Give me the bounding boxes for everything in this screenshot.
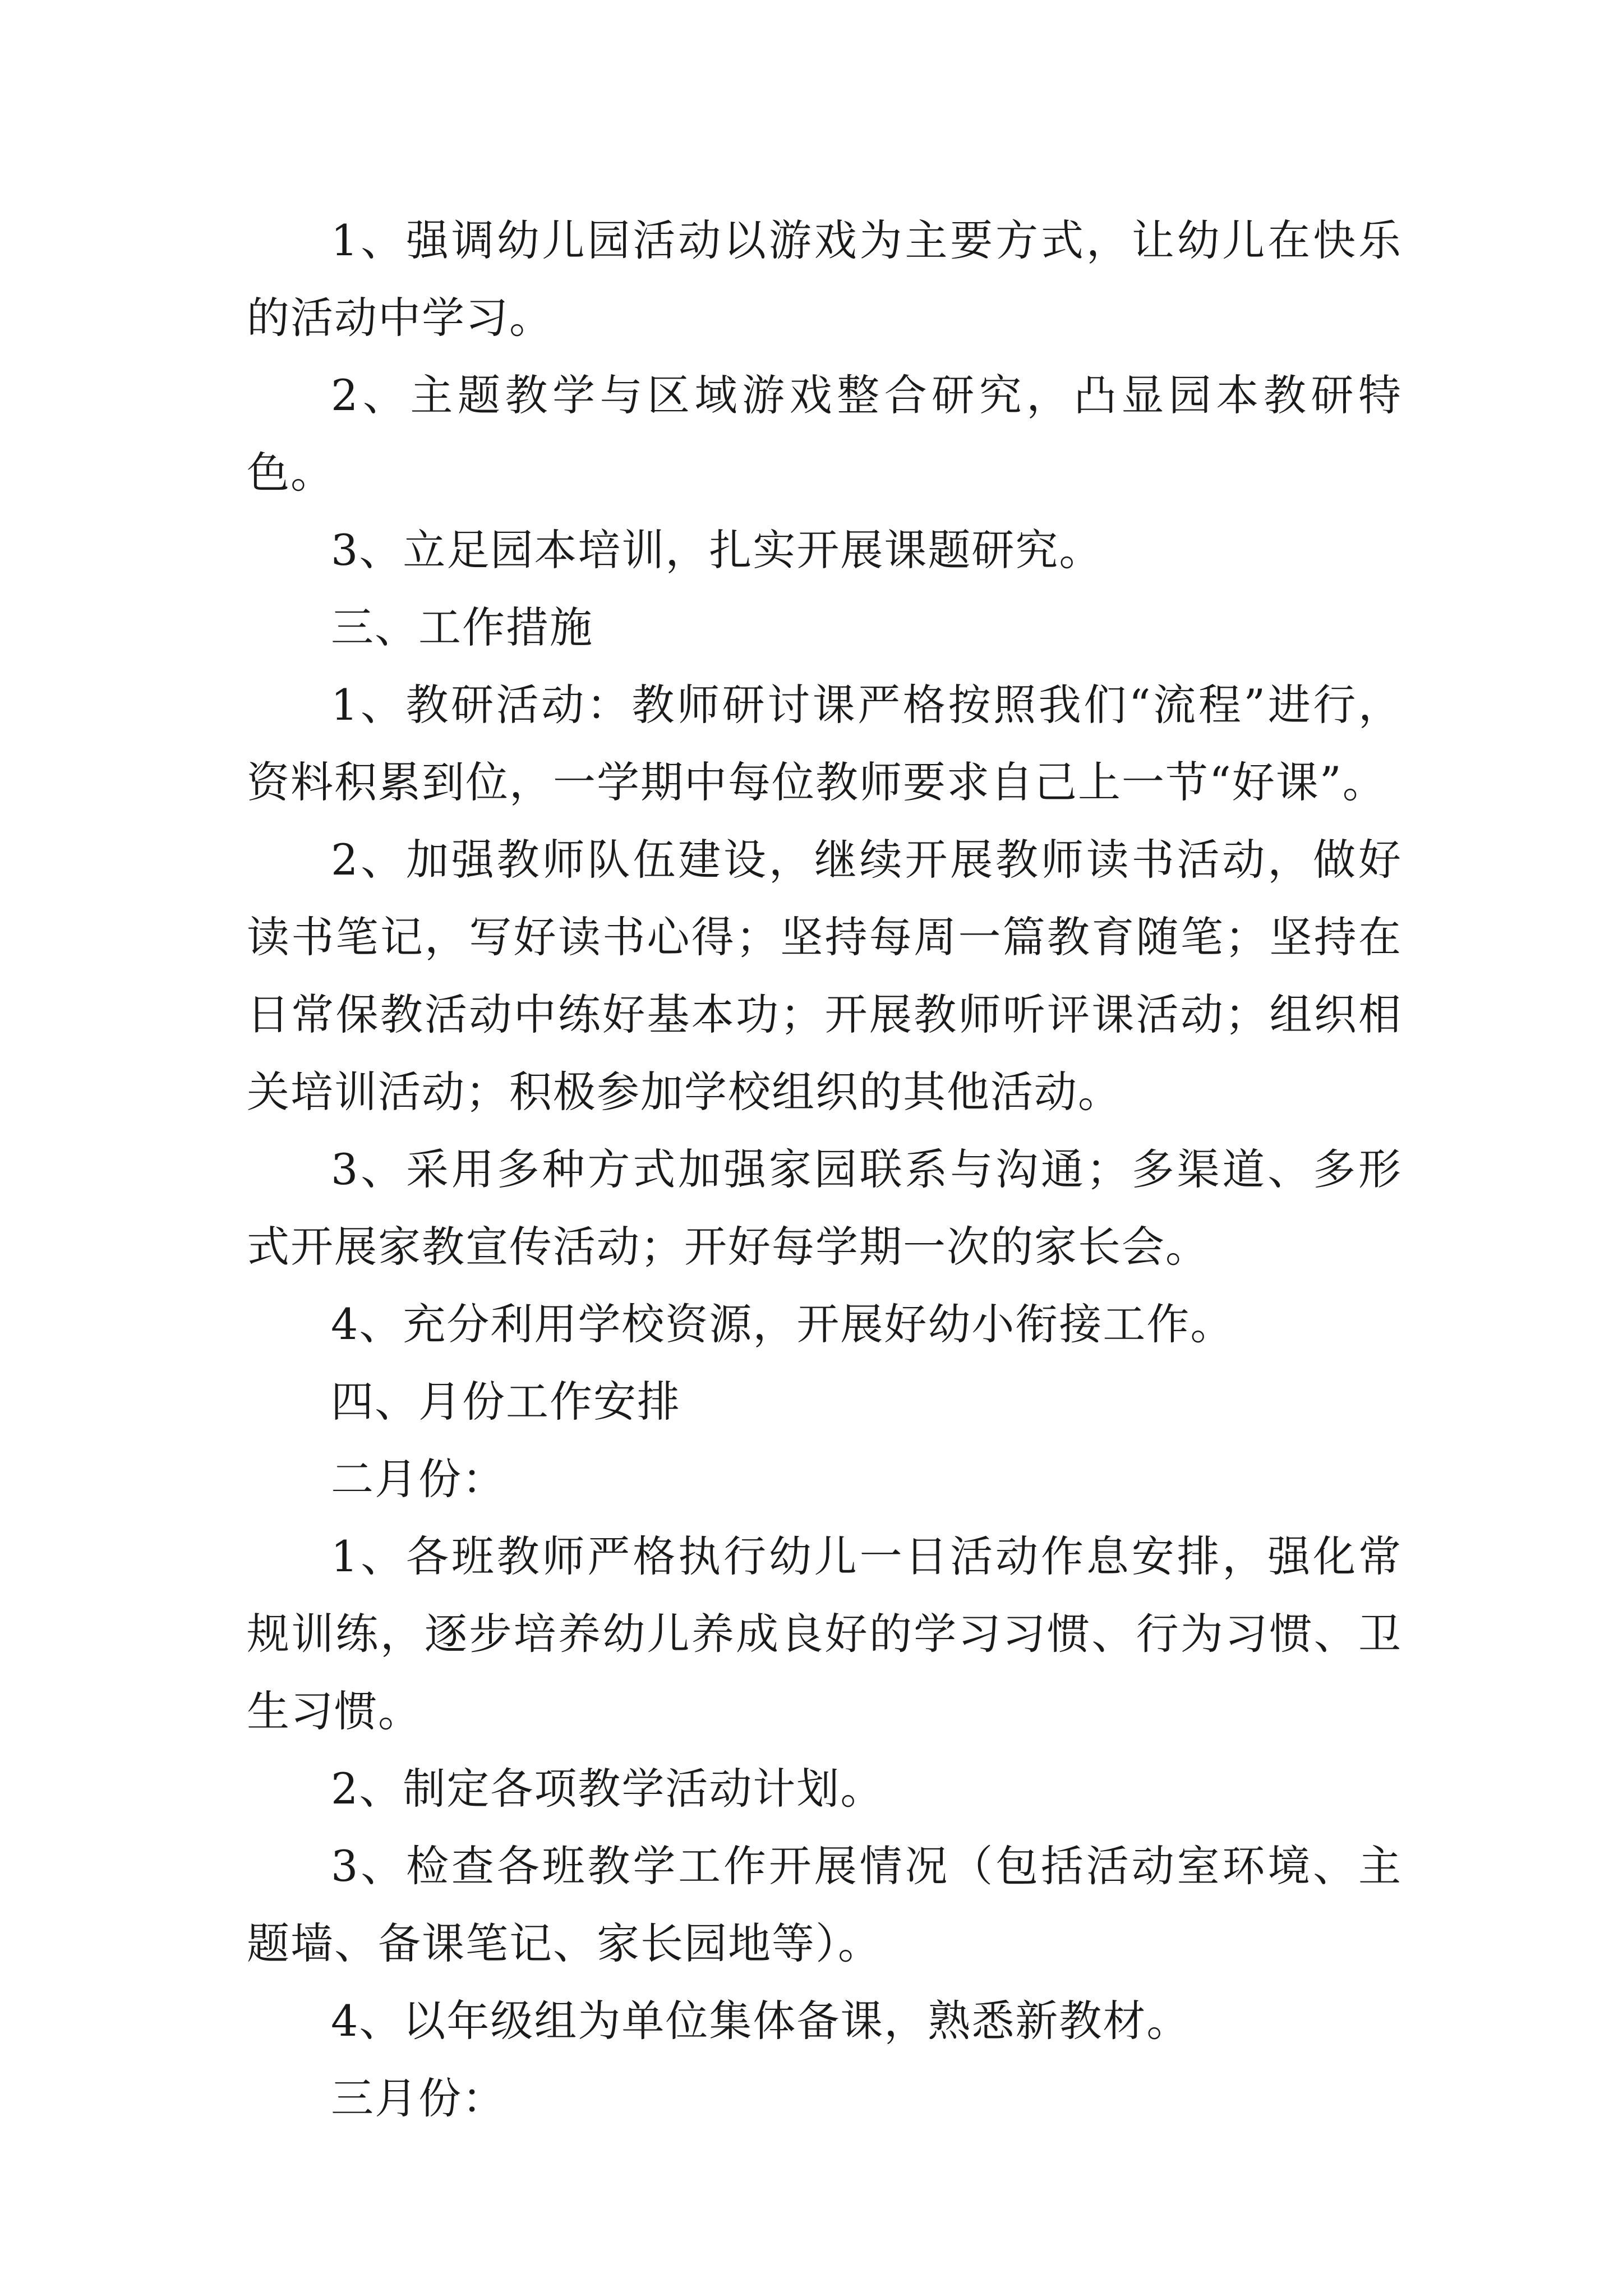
paragraph-february-1: 1、各班教师严格执行幼儿一日活动作息安排，强化常规训练，逐步培养幼儿养成良好的学习习惯、行为习惯、卫生习惯。 [247,1531,1402,1736]
section-heading-monthly-plan: 四、月份工作安排 [331,1377,681,1427]
paragraph-goal-1: 1、强调幼儿园活动以游戏为主要方式，让幼儿在快乐的活动中学习。 [247,215,1402,343]
paragraph-measure-3: 3、采用多种方式加强家园联系与沟通；多渠道、多形式开展家教宣传活动；开好每学期一次的家长会。 [247,1144,1402,1272]
paragraph-february-3: 3、检查各班教学工作开展情况（包括活动室环境、主题墙、备课笔记、家长园地等）。 [247,1841,1402,1968]
paragraph-goal-2: 2、主题教学与区域游戏整合研究，凸显园本教研特色。 [247,370,1402,498]
paragraph-measure-1: 1、教研活动：教师研讨课严格按照我们“流程”进行，资料积累到位，一学期中每位教师要求自己上一节“好课”。 [247,680,1402,807]
document-body [247,202,1402,2137]
month-heading-march: 三月份： [331,2073,506,2123]
paragraph-february-2: 2、制定各项教学活动计划。 [331,1764,884,1814]
paragraph-measure-4: 4、充分利用学校资源，开展好幼小衔接工作。 [331,1299,1234,1349]
paragraph-february-4: 4、以年级组为单位集体备课，熟悉新教材。 [331,1996,1191,2046]
month-heading-february: 二月份： [331,1454,506,1504]
section-heading-measures: 三、工作措施 [331,602,593,652]
paragraph-goal-3: 3、立足园本培训，扎实开展课题研究。 [331,525,1103,575]
paragraph-measure-2: 2、加强教师队伍建设，继续开展教师读书活动，做好读书笔记，写好读书心得；坚持每周一篇教育随笔；坚持在日常保教活动中练好基本功；开展教师听评课活动；组织相关培训活动；积极参加学校组织的其他活动。 [247,835,1402,1117]
